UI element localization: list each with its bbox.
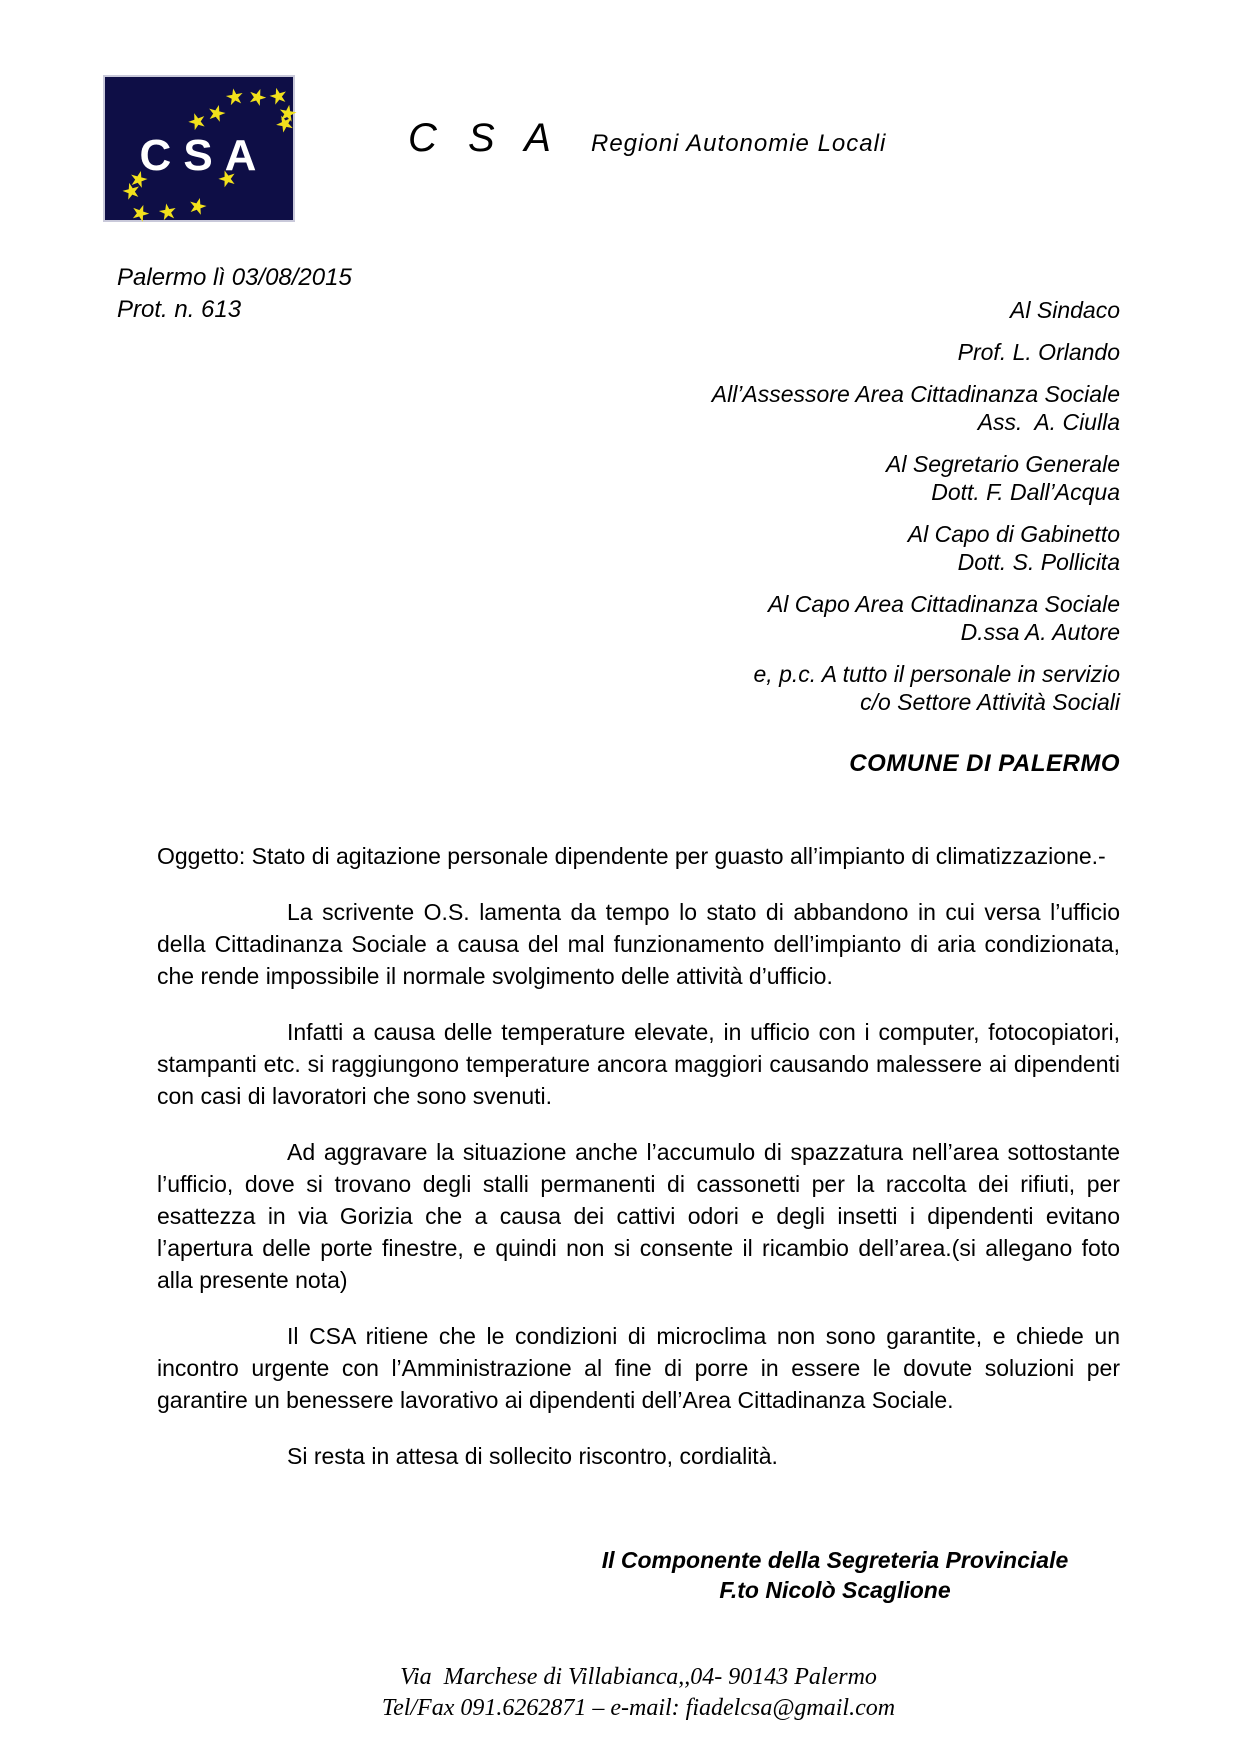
subject-text: Stato di agitazione personale dipendente per guasto all’impianto di climatizzazione.-: [251, 843, 1106, 869]
place-date: Palermo lì 03/08/2015: [117, 264, 352, 291]
recipient-group: [500, 660, 1120, 716]
recipient-line: e, p.c. A tutto il personale in servizio: [753, 661, 1120, 687]
recipient-line: Al Capo di Gabinetto: [907, 521, 1120, 547]
recipient-line: Dott. S. Pollicita: [957, 549, 1120, 575]
footer: [157, 1662, 1120, 1724]
recipient-group: [500, 338, 1120, 366]
subject-line: [157, 840, 1120, 872]
recipient-group: [500, 380, 1120, 436]
letter-body: [157, 840, 1120, 1472]
body-paragraph: La scrivente O.S. lamenta da tempo lo stato di abbandono in cui versa l’ufficio della Cittadinanza Sociale a causa del mal funzionamento dell’impianto di aria condizionata, che rende impossibile il normale svolgimento delle attività d’ufficio.: [157, 899, 1120, 989]
recipient-line: D.ssa A. Autore: [960, 619, 1120, 645]
recipient-line: All’Assessore Area Cittadinanza Sociale: [711, 381, 1120, 407]
recipient-line: Dott. F. Dall’Acqua: [931, 479, 1120, 505]
recipient-line: c/o Settore Attività Sociali: [860, 689, 1120, 715]
footer-address: Via Marchese di Villabianca,,04- 90143 Palermo: [400, 1664, 877, 1690]
recipient-group: [500, 450, 1120, 506]
recipient-group: [500, 520, 1120, 576]
signature-role: Il Componente della Segreteria Provinciale: [601, 1547, 1069, 1573]
signature-block: [555, 1545, 1115, 1605]
subject-label: Oggetto:: [157, 843, 246, 869]
closing-line: Si resta in attesa di sollecito riscontro, cordialità.: [287, 1443, 778, 1469]
recipient-group: [500, 590, 1120, 646]
recipient-line: Al Sindaco: [1010, 297, 1120, 323]
brand-acronym: C S A: [408, 116, 561, 160]
signature-name: F.to Nicolò Scaglione: [719, 1577, 951, 1603]
recipient-line: Al Segretario Generale: [886, 451, 1120, 477]
body-paragraph: Il CSA ritiene che le condizioni di microclima non sono garantite, e chiede un incontro urgente con l’Amministrazione al fine di porre in essere le dovute soluzioni per garantire un benessere lavorativo ai dipendenti dell’Area Cittadinanza Sociale.: [157, 1323, 1120, 1413]
recipient-line: Ass. A. Ciulla: [977, 409, 1120, 435]
brand-name: Regioni Autonomie Locali: [591, 130, 887, 157]
recipient-group: [500, 296, 1120, 324]
body-paragraph: Infatti a causa delle temperature elevate, in ufficio con i computer, fotocopiatori, stampanti etc. si raggiungono temperature ancora maggiori causando malessere ai dipendenti con casi di lavoratori che sono svenuti.: [157, 1019, 1120, 1109]
recipient-line: Prof. L. Orlando: [957, 339, 1120, 365]
csa-logo-text: CSA: [139, 131, 269, 180]
protocol-number: Prot. n. 613: [117, 296, 242, 323]
recipients-block: [500, 296, 1120, 730]
csa-logo: [105, 77, 293, 220]
brand-line: [408, 116, 886, 161]
recipient-line: Al Capo Area Cittadinanza Sociale: [767, 591, 1120, 617]
date-protocol-block: [117, 262, 352, 326]
organization-name: COMUNE DI PALERMO: [849, 750, 1120, 777]
footer-contacts: Tel/Fax 091.6262871 – e-mail: fiadelcsa@gmail.com: [381, 1695, 896, 1721]
body-paragraph: Ad aggravare la situazione anche l’accumulo di spazzatura nell’area sottostante l’ufficio, dove si trovano degli stalli permanenti di cassonetti per la raccolta dei rifiuti, per esattezza in via Gorizia che a causa dei cattivi odori e degli insetti i dipendenti evitano l’apertura delle porte finestre, e quindi non si consente il ricambio dell’area.(si allegano foto alla presente nota): [157, 1139, 1120, 1293]
